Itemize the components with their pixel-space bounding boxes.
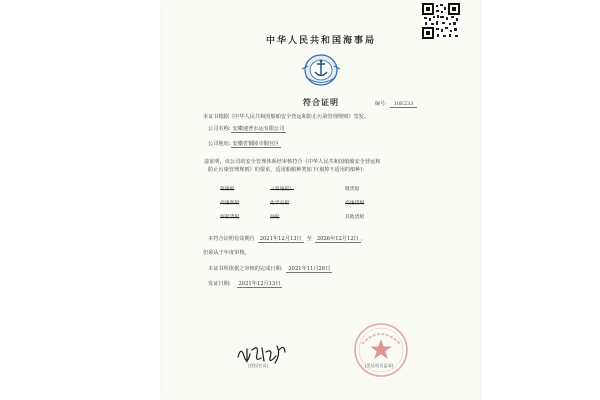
issue-date-value: 2021年12月13日 (238, 281, 281, 287)
issue-date-label: 发证日期: (208, 281, 231, 287)
signer-caption: (授权官员) (248, 363, 269, 368)
seal-caption: (发证机关盖章) (365, 363, 394, 368)
certification-text-line-1: 兹证明，该公司的安全管理体系经审核符合《中华人民共和国船舶安全营运和 (204, 159, 381, 165)
validity-prefix: 本符合证明有效期自 (208, 236, 255, 242)
ship-type-item: 客滚船 (220, 187, 235, 192)
valid-from-date: 2021年12月13日 (259, 236, 302, 242)
company-name-value: 安徽速普水运有限公司 (232, 126, 285, 132)
audit-completion-date: 2021年11月26日 (288, 266, 331, 272)
ship-type-item: 其他货船 (345, 215, 365, 220)
ship-type-item: 散货船 (345, 187, 360, 192)
legal-basis-text: 本证书根据《中华人民共和国船舶安全营运和防止污染管理规则》签发。 (203, 114, 370, 120)
issuing-authority-name: 中华人民共和国海事局 (265, 36, 376, 46)
certificate-number-value: 10E233 (390, 101, 418, 108)
company-name-row (208, 126, 286, 133)
certificate-number-label: 编号: (375, 101, 387, 107)
maritime-emblem-icon (299, 51, 343, 89)
certificate-sheet (162, 0, 480, 400)
ship-type-item: 化学品船 (270, 201, 290, 206)
ship-type-item: 油船 (270, 215, 280, 220)
valid-to-date: 2026年12月12日 (316, 236, 359, 242)
ship-type-item: 高速货船 (345, 201, 365, 206)
annual-audit-note: 但须从于年度审核。 (203, 250, 250, 256)
ship-type-item: 《普通船》 (270, 187, 294, 192)
validity-row (208, 236, 366, 243)
audit-completion-label: 本证书所依据之审核的完成日期: (208, 266, 283, 272)
validity-suffix: ， (360, 236, 367, 242)
certification-text-line-2: 防止污染管理规则》的要求，适用船舶种类如下(划掉不适用的船种)： (208, 167, 368, 173)
official-seal-icon (353, 322, 409, 378)
ship-type-item: 客船货船 (220, 215, 240, 220)
ship-type-item: 高速客船 (220, 201, 240, 206)
company-address-value: 安徽省铜陵市铜官区 (232, 141, 280, 147)
document-title: 符合证明 (303, 97, 339, 107)
audit-completion-row (208, 266, 332, 273)
certificate-number (375, 100, 417, 107)
company-address-row (208, 141, 281, 148)
company-name-label: 公司名称: (208, 126, 231, 132)
company-address-label: 公司地址: (208, 141, 231, 147)
issue-date-row (208, 281, 282, 288)
validity-to-label: 至 (306, 236, 312, 242)
